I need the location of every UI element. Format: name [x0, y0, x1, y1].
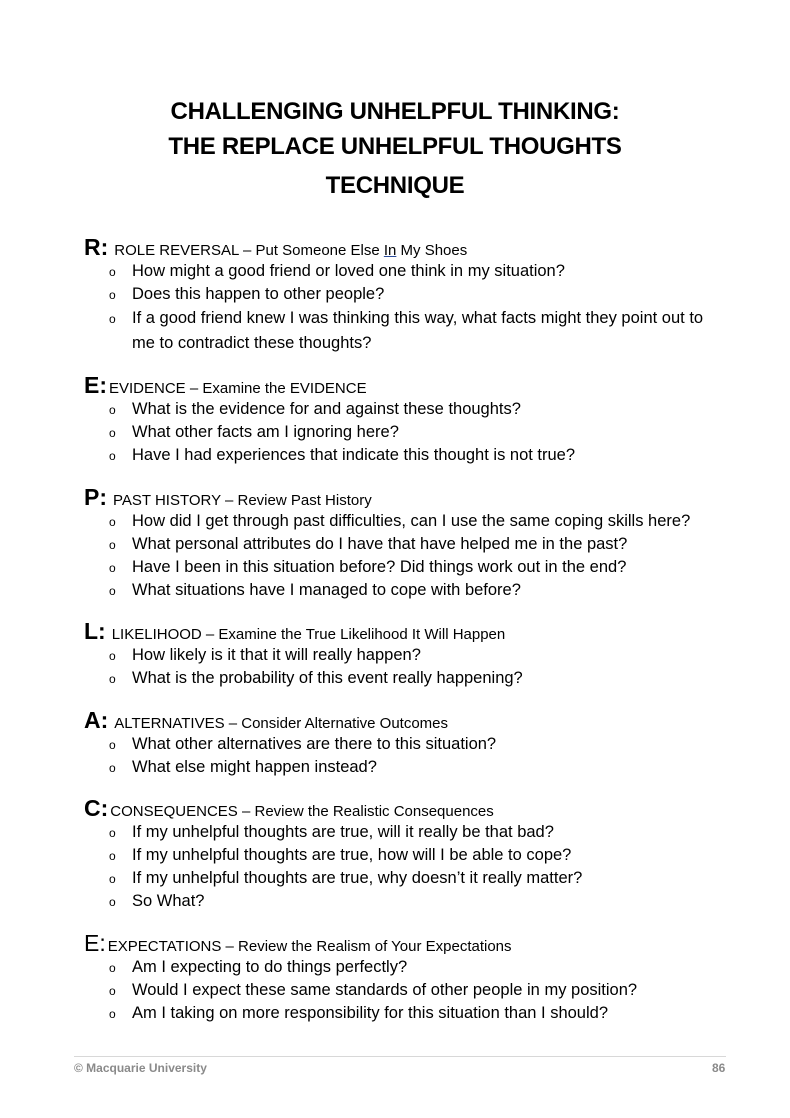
list-item: o If my unhelpful thoughts are true, will it really be that bad?	[84, 821, 724, 844]
title-line-2: THE REPLACE UNHELPFUL THOUGHTS	[168, 133, 622, 160]
section-heading	[84, 618, 724, 644]
heading-post: My Shoes	[396, 242, 468, 259]
section-evidence	[84, 372, 724, 467]
section-heading-text: ALTERNATIVES – Consider Alternative Outcomes	[114, 715, 449, 732]
section-letter: L:	[84, 618, 106, 644]
list-item: o How did I get through past difficulties, can I use the same coping skills here?	[84, 510, 724, 533]
section-heading	[84, 234, 724, 260]
section-heading	[84, 372, 724, 398]
section-heading-text: LIKELIHOOD – Examine the True Likelihood It Will Happen	[111, 626, 506, 643]
list-item: o If my unhelpful thoughts are true, how will I be able to cope?	[84, 844, 724, 867]
list-item: o Would I expect these same standards of other people in my position?	[84, 979, 724, 1002]
section-heading	[84, 484, 724, 510]
section-heading-text	[114, 242, 467, 259]
section-heading	[84, 930, 724, 956]
question-list	[84, 398, 724, 467]
list-item: o How might a good friend or loved one think in my situation?	[84, 260, 724, 283]
footer-divider	[74, 1056, 726, 1057]
section-letter: E:	[84, 930, 106, 956]
question-list	[84, 260, 724, 356]
list-item: o Am I taking on more responsibility for this situation than I should?	[84, 1002, 724, 1025]
list-item: o What situations have I managed to cope with before?	[84, 579, 724, 602]
list-item: o What is the evidence for and against these thoughts?	[84, 398, 724, 421]
section-expectations	[84, 930, 724, 1025]
heading-underlined-word: In	[383, 242, 397, 259]
section-letter: E:	[84, 372, 107, 398]
section-heading	[84, 795, 724, 821]
list-item: o Does this happen to other people?	[84, 283, 724, 306]
list-item: o What other facts am I ignoring here?	[84, 421, 724, 444]
list-item: o What personal attributes do I have that have helped me in the past?	[84, 533, 724, 556]
section-heading-text: EXPECTATIONS – Review the Realism of Your Expectations	[107, 938, 512, 955]
section-letter: R:	[84, 234, 109, 260]
section-heading	[84, 707, 724, 733]
footer-copyright: © Macquarie University	[74, 1061, 207, 1075]
section-alternatives	[84, 707, 724, 779]
question-list	[84, 510, 724, 602]
section-letter: P:	[84, 484, 107, 510]
section-heading-text: EVIDENCE – Examine the EVIDENCE	[109, 380, 367, 397]
section-heading-text: CONSEQUENCES – Review the Realistic Consequences	[110, 803, 494, 820]
question-list	[84, 956, 724, 1025]
section-role-reversal	[84, 234, 724, 356]
list-item: o Have I had experiences that indicate this thought is not true?	[84, 444, 724, 467]
page-number: 86	[712, 1061, 726, 1075]
section-likelihood	[84, 618, 724, 690]
question-list	[84, 644, 724, 690]
list-item: o If my unhelpful thoughts are true, why doesn’t it really matter?	[84, 867, 724, 890]
question-list	[84, 733, 724, 779]
list-item: o How likely is it that it will really happen?	[84, 644, 724, 667]
list-item: o So What?	[84, 890, 724, 913]
title-line-1: CHALLENGING UNHELPFUL THINKING:	[170, 98, 620, 125]
heading-pre: ROLE REVERSAL – Put Someone Else	[114, 242, 384, 259]
list-item: o If a good friend knew I was thinking this way, what facts might they point out to me to contradict these thoughts?	[84, 306, 724, 356]
section-letter: C:	[84, 795, 109, 821]
section-heading-text: PAST HISTORY – Review Past History	[113, 492, 372, 509]
list-item: o What other alternatives are there to this situation?	[84, 733, 724, 756]
list-item: o What else might happen instead?	[84, 756, 724, 779]
section-letter: A:	[84, 707, 109, 733]
list-item: o What is the probability of this event really happening?	[84, 667, 724, 690]
list-item: o Am I expecting to do things perfectly?	[84, 956, 724, 979]
list-item: o Have I been in this situation before? Did things work out in the end?	[84, 556, 724, 579]
section-consequences	[84, 795, 724, 913]
section-past-history	[84, 484, 724, 602]
title-line-3: TECHNIQUE	[325, 172, 465, 199]
question-list	[84, 821, 724, 913]
